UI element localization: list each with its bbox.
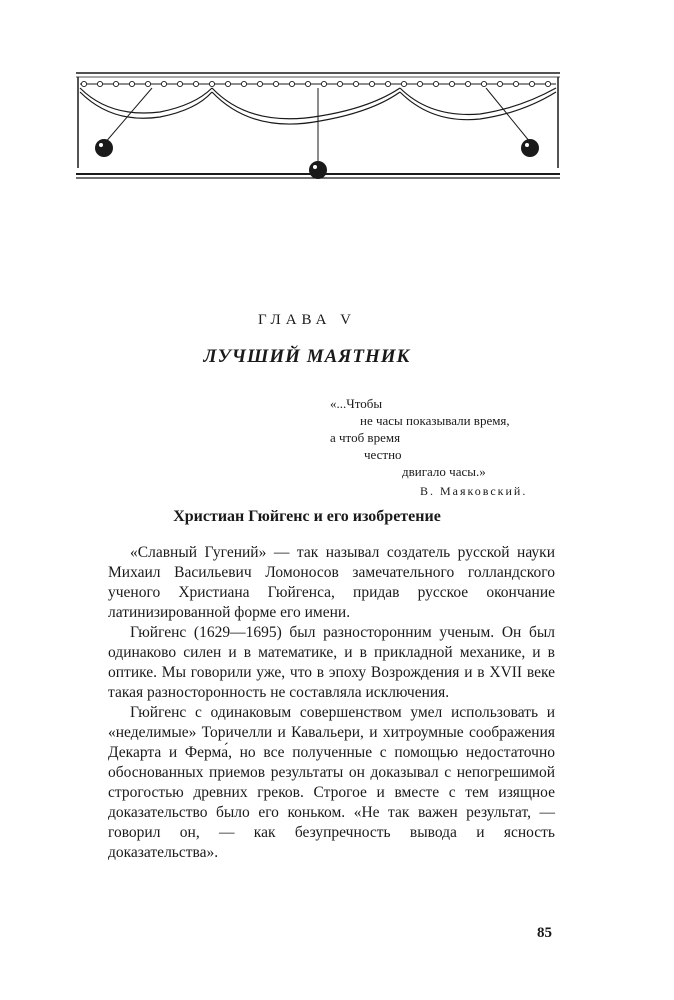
- chapter-header-ornament: [0, 0, 674, 200]
- epigraph-line: а чтоб время: [330, 430, 401, 445]
- epigraph-line: не часы показывали время,: [360, 413, 510, 428]
- chapter-label: ГЛАВА V: [257, 312, 357, 328]
- pendulum-rods: [104, 88, 530, 164]
- epigraph: [330, 395, 560, 500]
- paragraph: Гюйгенс (1629—1695) был разносторонним ученым. Он был одинаково силен и в математике, и в прикладной механике, и в оптике. Мы говорили уже, что в эпоху Возрождения и в XVII веке такая разносторонность не составляла исключения.: [108, 624, 555, 701]
- epigraph-line: двигало часы.»: [402, 464, 486, 479]
- epigraph-line: честно: [364, 447, 402, 462]
- paragraph: Гюйгенс с одинаковым совершенством умел использовать и «неделимые» Торичелли и Кавальери, и хитроумные соображения Декарта и Ферма́, но все полученные с помощью недостаточно обоснованных приемов результаты он доказывал с непогрешимой строгостью древних греков. Строгое и вместе с тем изящное доказательство было его коньком. «Не так важен результат, — говорил он, — как безупречность вывода и ясность доказательства».: [108, 704, 555, 861]
- epigraph-line: «...Чтобы: [330, 396, 383, 411]
- page-number: 85: [537, 925, 552, 941]
- epigraph-author: В. Маяковский.: [420, 484, 528, 498]
- section-heading: Христиан Гюйгенс и его изобретение: [173, 508, 441, 525]
- chapter-title: ЛУЧШИЙ МАЯТНИК: [203, 346, 411, 367]
- body-text: [108, 543, 555, 863]
- paragraph: «Славный Гугений» — так называл создатель русской науки Михаил Васильевич Ломоносов замечательного голландского ученого Христиана Гюйгенса, придав русское окончание латинизированной форме его имени.: [108, 544, 555, 621]
